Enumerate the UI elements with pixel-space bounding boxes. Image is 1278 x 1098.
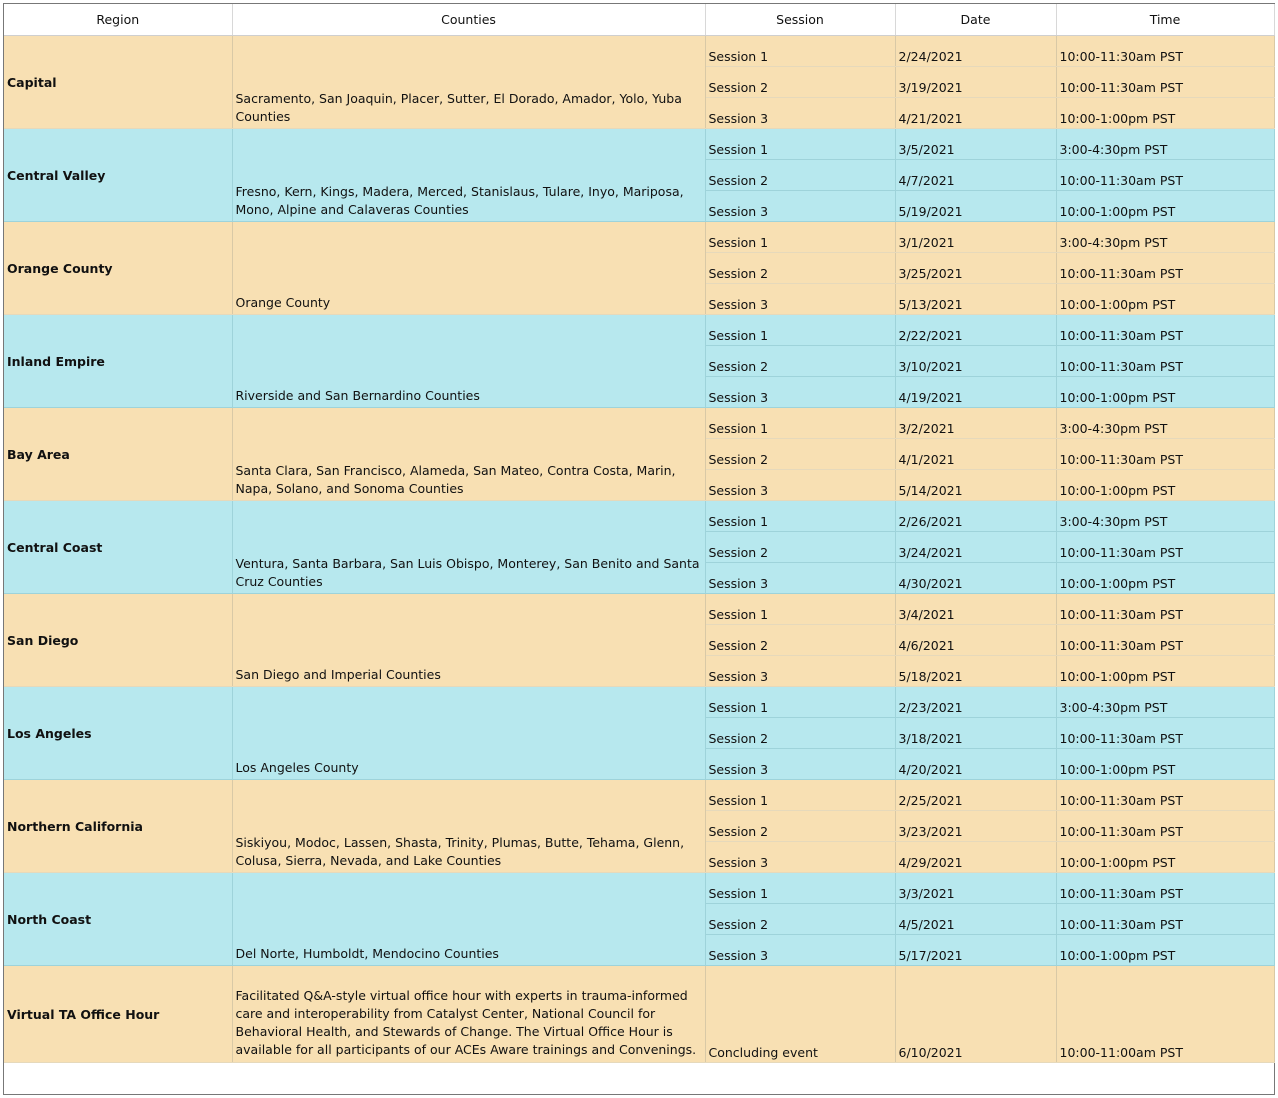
date-cell[interactable]: 2/23/2021 (895, 687, 1056, 718)
header-time[interactable]: Time (1056, 4, 1274, 36)
time-cell[interactable]: 10:00-11:00am PST (1056, 966, 1274, 1063)
region-cell[interactable]: Northern California (4, 780, 232, 873)
region-cell[interactable]: Central Coast (4, 501, 232, 594)
date-cell[interactable]: 2/25/2021 (895, 780, 1056, 811)
session-cell[interactable]: Session 3 (705, 563, 895, 594)
time-cell[interactable]: 10:00-1:00pm PST (1056, 563, 1274, 594)
counties-cell[interactable]: Sacramento, San Joaquin, Placer, Sutter, El Dorado, Amador, Yolo, Yuba Counties (232, 36, 705, 129)
session-cell[interactable]: Session 1 (705, 408, 895, 439)
table-row (4, 408, 1274, 439)
time-cell[interactable]: 3:00-4:30pm PST (1056, 129, 1274, 160)
time-cell[interactable]: 10:00-1:00pm PST (1056, 749, 1274, 780)
region-cell[interactable]: Inland Empire (4, 315, 232, 408)
counties-cell[interactable]: Los Angeles County (232, 687, 705, 780)
date-cell[interactable]: 5/13/2021 (895, 284, 1056, 315)
time-cell[interactable]: 10:00-11:30am PST (1056, 67, 1274, 98)
time-cell[interactable]: 10:00-11:30am PST (1056, 253, 1274, 284)
office-hour-row (4, 966, 1274, 1063)
date-cell[interactable]: 3/24/2021 (895, 532, 1056, 563)
session-cell[interactable]: Session 3 (705, 749, 895, 780)
date-cell[interactable]: 4/6/2021 (895, 625, 1056, 656)
region-cell[interactable]: Virtual TA Office Hour (4, 966, 232, 1063)
region-cell[interactable]: Los Angeles (4, 687, 232, 780)
session-cell[interactable]: Session 1 (705, 129, 895, 160)
date-cell[interactable]: 4/7/2021 (895, 160, 1056, 191)
session-cell[interactable]: Session 1 (705, 687, 895, 718)
table-row (4, 780, 1274, 811)
time-cell[interactable]: 10:00-11:30am PST (1056, 811, 1274, 842)
date-cell[interactable]: 3/18/2021 (895, 718, 1056, 749)
session-cell[interactable]: Session 3 (705, 935, 895, 966)
time-cell[interactable]: 10:00-1:00pm PST (1056, 284, 1274, 315)
date-cell[interactable]: 4/21/2021 (895, 98, 1056, 129)
date-cell[interactable]: 4/1/2021 (895, 439, 1056, 470)
session-cell[interactable]: Session 3 (705, 470, 895, 501)
counties-cell[interactable]: Del Norte, Humboldt, Mendocino Counties (232, 873, 705, 966)
counties-cell[interactable]: Facilitated Q&A-style virtual office hour with experts in trauma-informed care and interoperability from Catalyst Center, National Council for Behavioral Health, and Stewards of Change. The Virtual Office Hour is available for all participants of our ACEs Aware trainings and Convenings. (232, 966, 705, 1063)
spreadsheet (3, 3, 1275, 1095)
region-cell[interactable]: Bay Area (4, 408, 232, 501)
date-cell[interactable]: 2/26/2021 (895, 501, 1056, 532)
session-cell[interactable]: Session 3 (705, 377, 895, 408)
date-cell[interactable]: 5/19/2021 (895, 191, 1056, 222)
session-cell[interactable]: Session 2 (705, 439, 895, 470)
header-row (4, 4, 1274, 36)
time-cell[interactable]: 10:00-1:00pm PST (1056, 842, 1274, 873)
region-cell[interactable]: Central Valley (4, 129, 232, 222)
time-cell[interactable]: 10:00-11:30am PST (1056, 780, 1274, 811)
date-cell[interactable]: 2/24/2021 (895, 36, 1056, 67)
time-cell[interactable]: 10:00-11:30am PST (1056, 346, 1274, 377)
schedule-table (4, 4, 1275, 1063)
session-cell[interactable]: Session 2 (705, 718, 895, 749)
time-cell[interactable]: 10:00-11:30am PST (1056, 594, 1274, 625)
header-counties[interactable]: Counties (232, 4, 705, 36)
session-cell[interactable]: Session 3 (705, 284, 895, 315)
date-cell[interactable]: 3/4/2021 (895, 594, 1056, 625)
table-row (4, 594, 1274, 625)
session-cell[interactable]: Session 1 (705, 501, 895, 532)
table-row (4, 501, 1274, 532)
table-row (4, 687, 1274, 718)
date-cell[interactable]: 3/5/2021 (895, 129, 1056, 160)
session-cell[interactable]: Session 3 (705, 842, 895, 873)
time-cell[interactable]: 10:00-1:00pm PST (1056, 191, 1274, 222)
time-cell[interactable]: 10:00-11:30am PST (1056, 873, 1274, 904)
time-cell[interactable]: 3:00-4:30pm PST (1056, 501, 1274, 532)
date-cell[interactable]: 4/20/2021 (895, 749, 1056, 780)
counties-cell[interactable]: Orange County (232, 222, 705, 315)
time-cell[interactable]: 10:00-11:30am PST (1056, 532, 1274, 563)
table-row (4, 873, 1274, 904)
time-cell[interactable]: 10:00-1:00pm PST (1056, 935, 1274, 966)
time-cell[interactable]: 10:00-1:00pm PST (1056, 656, 1274, 687)
time-cell[interactable]: 10:00-1:00pm PST (1056, 377, 1274, 408)
session-cell[interactable]: Session 1 (705, 873, 895, 904)
date-cell[interactable]: 3/23/2021 (895, 811, 1056, 842)
session-cell[interactable]: Session 2 (705, 904, 895, 935)
session-cell[interactable]: Session 2 (705, 811, 895, 842)
counties-cell[interactable]: San Diego and Imperial Counties (232, 594, 705, 687)
date-cell[interactable]: 3/25/2021 (895, 253, 1056, 284)
time-cell[interactable]: 10:00-11:30am PST (1056, 439, 1274, 470)
date-cell[interactable]: 4/29/2021 (895, 842, 1056, 873)
time-cell[interactable]: 10:00-1:00pm PST (1056, 470, 1274, 501)
session-cell[interactable]: Concluding event (705, 966, 895, 1063)
time-cell[interactable]: 10:00-11:30am PST (1056, 904, 1274, 935)
date-cell[interactable]: 6/10/2021 (895, 966, 1056, 1063)
time-cell[interactable]: 10:00-11:30am PST (1056, 718, 1274, 749)
counties-cell[interactable]: Ventura, Santa Barbara, San Luis Obispo, Monterey, San Benito and Santa Cruz Counties (232, 501, 705, 594)
date-cell[interactable]: 3/2/2021 (895, 408, 1056, 439)
date-cell[interactable]: 3/1/2021 (895, 222, 1056, 253)
counties-cell[interactable]: Riverside and San Bernardino Counties (232, 315, 705, 408)
date-cell[interactable]: 3/10/2021 (895, 346, 1056, 377)
session-cell[interactable]: Session 3 (705, 656, 895, 687)
time-cell[interactable]: 10:00-11:30am PST (1056, 160, 1274, 191)
table-row (4, 222, 1274, 253)
time-cell[interactable]: 3:00-4:30pm PST (1056, 408, 1274, 439)
session-cell[interactable]: Session 2 (705, 160, 895, 191)
session-cell[interactable]: Session 1 (705, 315, 895, 346)
session-cell[interactable]: Session 2 (705, 346, 895, 377)
session-cell[interactable]: Session 2 (705, 67, 895, 98)
region-cell[interactable]: San Diego (4, 594, 232, 687)
region-cell[interactable]: Orange County (4, 222, 232, 315)
session-cell[interactable]: Session 2 (705, 625, 895, 656)
session-cell[interactable]: Session 3 (705, 191, 895, 222)
session-cell[interactable]: Session 3 (705, 98, 895, 129)
region-cell[interactable]: Capital (4, 36, 232, 129)
counties-cell[interactable]: Fresno, Kern, Kings, Madera, Merced, Stanislaus, Tulare, Inyo, Mariposa, Mono, Alpine and Calaveras Counties (232, 129, 705, 222)
counties-cell[interactable]: Siskiyou, Modoc, Lassen, Shasta, Trinity, Plumas, Butte, Tehama, Glenn, Colusa, Sierra, Nevada, and Lake Counties (232, 780, 705, 873)
date-cell[interactable]: 2/22/2021 (895, 315, 1056, 346)
date-cell[interactable]: 4/5/2021 (895, 904, 1056, 935)
date-cell[interactable]: 3/19/2021 (895, 67, 1056, 98)
date-cell[interactable]: 5/14/2021 (895, 470, 1056, 501)
date-cell[interactable]: 4/30/2021 (895, 563, 1056, 594)
time-cell[interactable]: 10:00-11:30am PST (1056, 36, 1274, 67)
time-cell[interactable]: 3:00-4:30pm PST (1056, 222, 1274, 253)
date-cell[interactable]: 3/3/2021 (895, 873, 1056, 904)
table-row (4, 129, 1274, 160)
session-cell[interactable]: Session 1 (705, 36, 895, 67)
counties-cell[interactable]: Santa Clara, San Francisco, Alameda, San Mateo, Contra Costa, Marin, Napa, Solano, and Sonoma Counties (232, 408, 705, 501)
header-date[interactable]: Date (895, 4, 1056, 36)
session-cell[interactable]: Session 1 (705, 222, 895, 253)
header-region[interactable]: Region (4, 4, 232, 36)
date-cell[interactable]: 5/18/2021 (895, 656, 1056, 687)
time-cell[interactable]: 10:00-11:30am PST (1056, 315, 1274, 346)
time-cell[interactable]: 10:00-11:30am PST (1056, 625, 1274, 656)
session-cell[interactable]: Session 1 (705, 780, 895, 811)
time-cell[interactable]: 10:00-1:00pm PST (1056, 98, 1274, 129)
date-cell[interactable]: 5/17/2021 (895, 935, 1056, 966)
table-body (4, 36, 1274, 1063)
session-cell[interactable]: Session 2 (705, 532, 895, 563)
date-cell[interactable]: 4/19/2021 (895, 377, 1056, 408)
session-cell[interactable]: Session 2 (705, 253, 895, 284)
time-cell[interactable]: 3:00-4:30pm PST (1056, 687, 1274, 718)
table-row (4, 315, 1274, 346)
table-row (4, 36, 1274, 67)
header-session[interactable]: Session (705, 4, 895, 36)
session-cell[interactable]: Session 1 (705, 594, 895, 625)
region-cell[interactable]: North Coast (4, 873, 232, 966)
